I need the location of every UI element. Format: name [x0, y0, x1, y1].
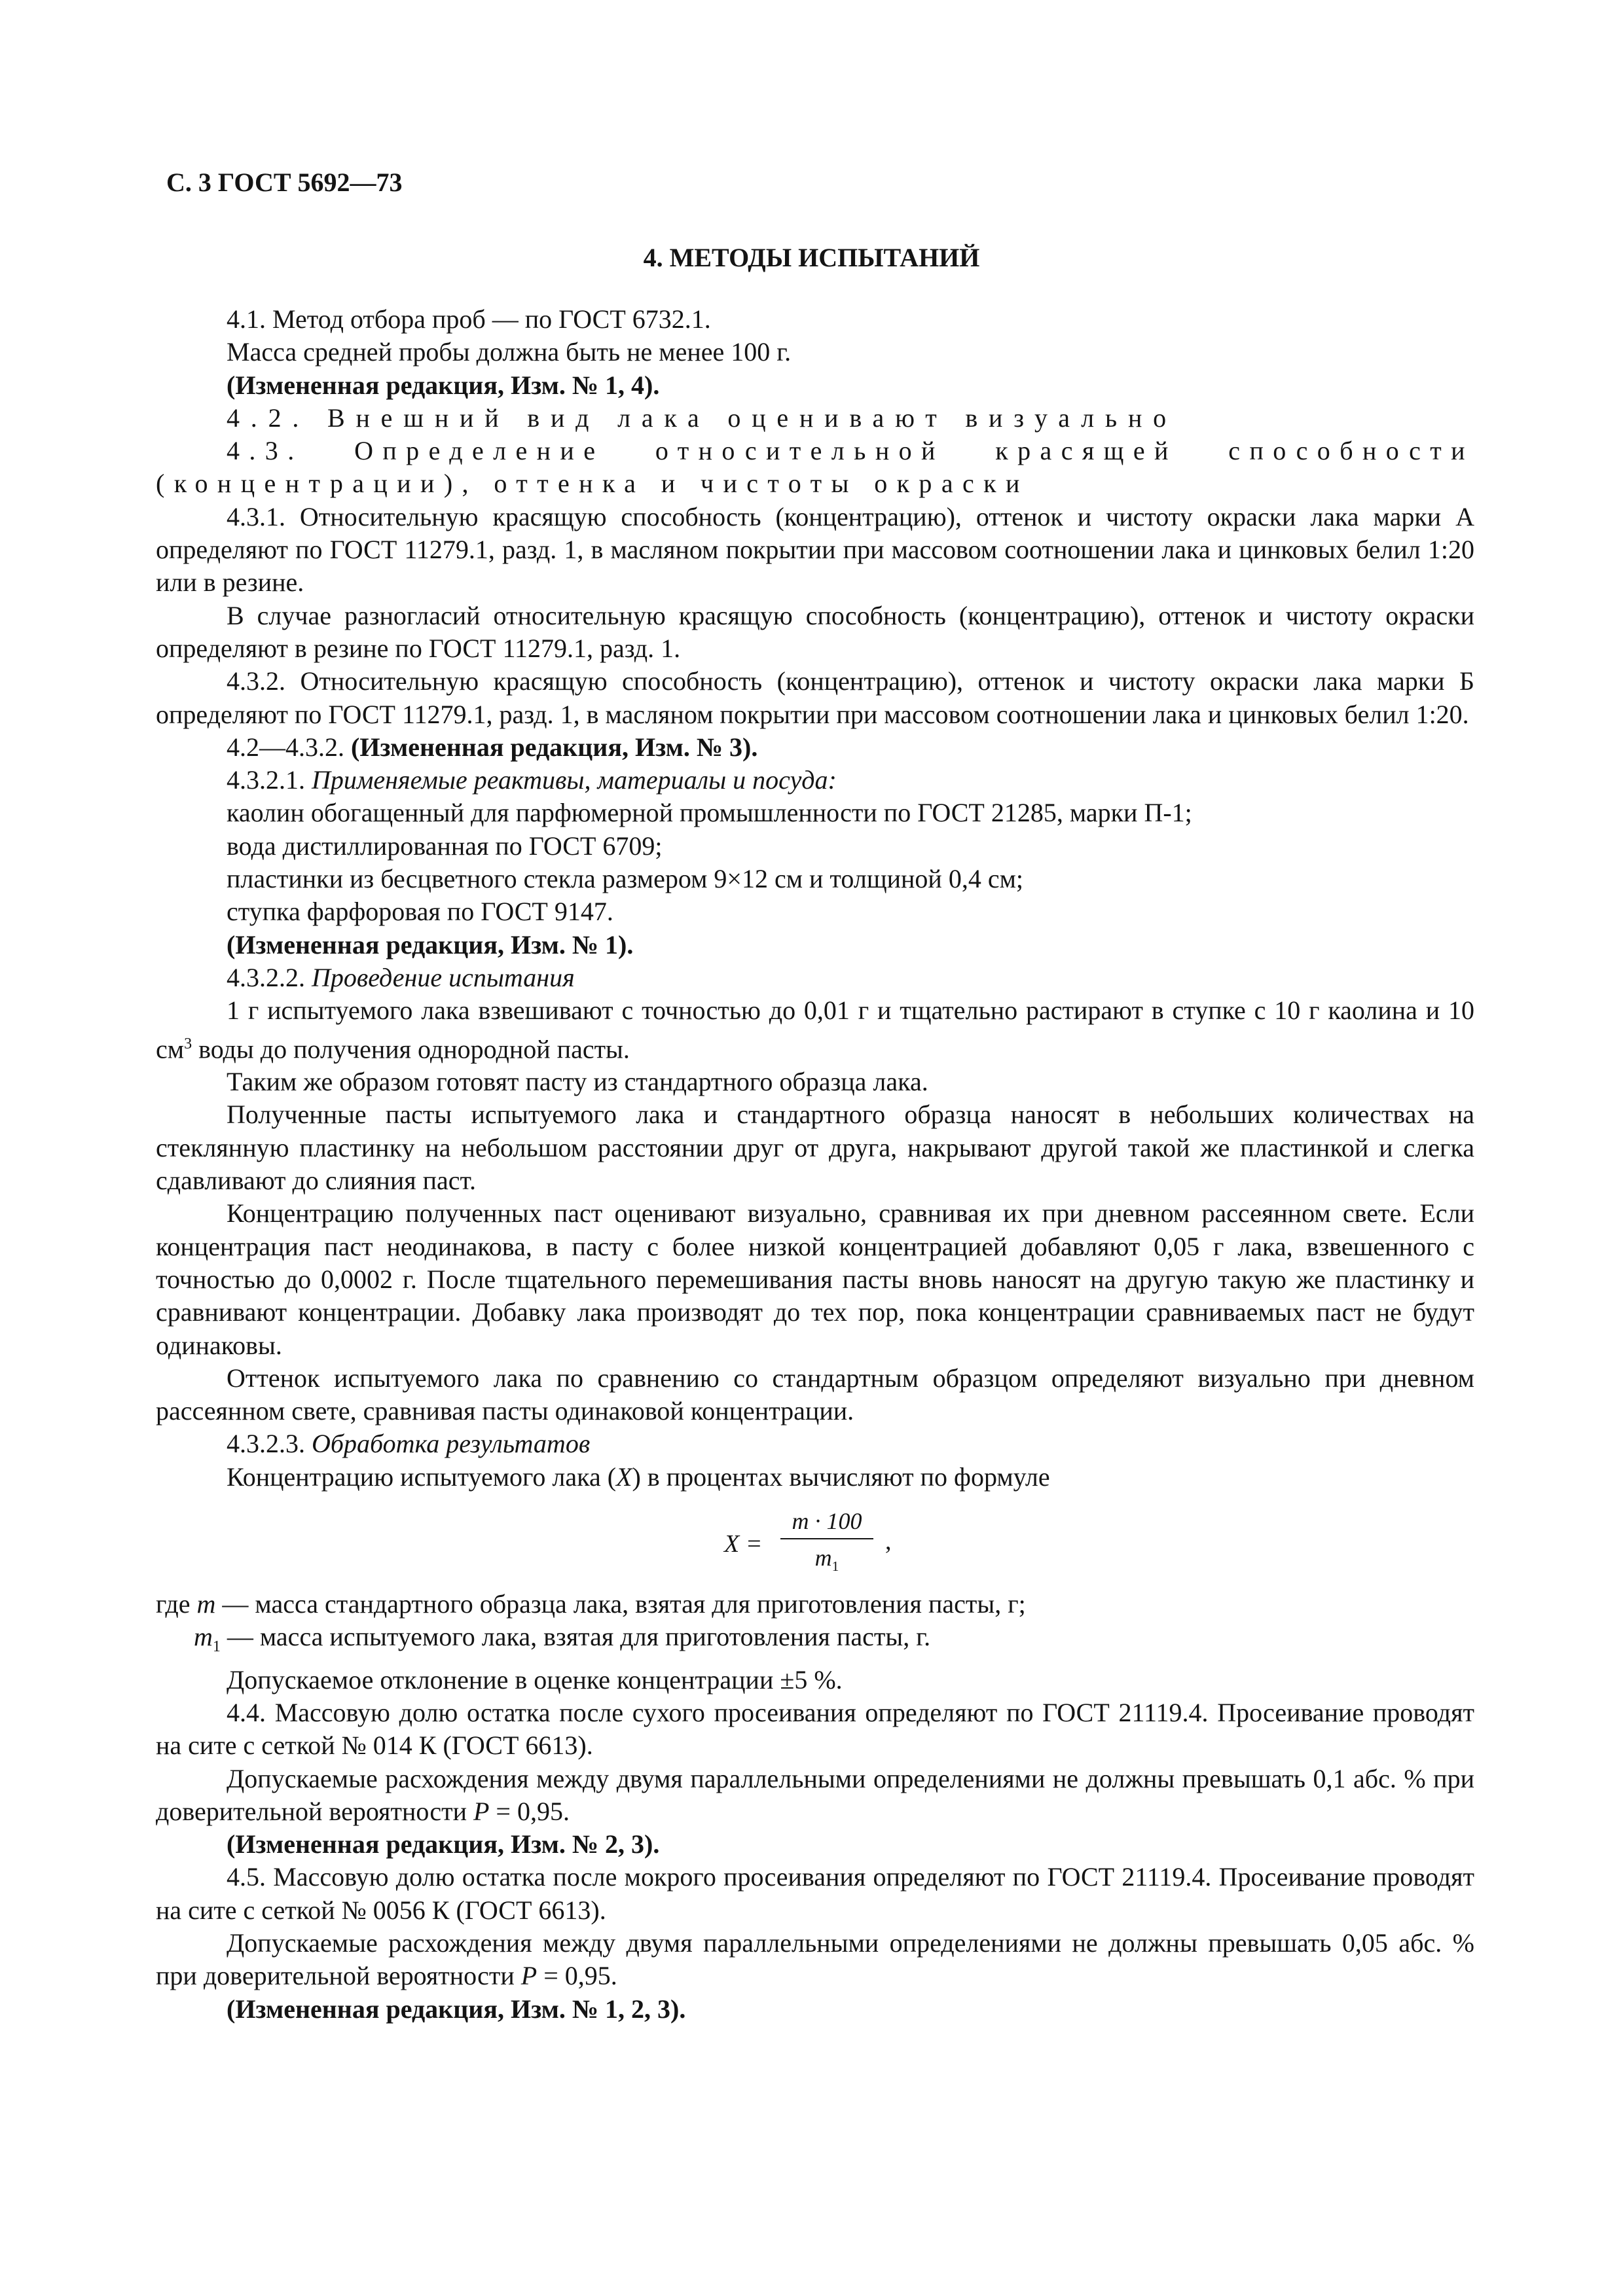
variable: P [473, 1796, 490, 1826]
paragraph-text: воды до получения однородной пасты. [192, 1033, 630, 1064]
variable: m [814, 1545, 832, 1571]
paragraph: Полученные пасты испытуемого лака и стандартного образца наносят в небольших количествах на стеклянную пластинку на небольшом расстоянии друг от друга, накрывают другой такой же пластинкой и слегка сдавливают до слияния паст. [156, 1100, 1474, 1196]
amendment-note: (Измененная редакция, Изм. № 1, 2, 3). [227, 1994, 686, 2024]
paragraph [156, 1927, 1474, 1993]
paragraph [156, 994, 1474, 1066]
variable: m [194, 1622, 213, 1652]
paragraph [156, 1461, 1474, 1494]
variable: X [616, 1462, 632, 1492]
paragraph: 4.1. Метод отбора проб — по ГОСТ 6732.1. [227, 304, 711, 334]
formula-denominator [780, 1542, 873, 1582]
paragraph-text: ) в процентах вычисляют по формуле [632, 1462, 1050, 1492]
clause-number: 4.3.2.2. [227, 962, 305, 992]
amendment-line [156, 731, 1474, 764]
paragraph: Оттенок испытуемого лака по сравнению со стандартным образцом определяют визуально при дневном рассеянном свете, сравнивая пасты одинаковой концентрации. [156, 1363, 1474, 1426]
paragraph-text: где [156, 1589, 197, 1619]
section-heading-spaced: 4.2. Внешний вид лака оценивают визуально [227, 403, 1177, 433]
paragraph: В случае разногласий относительную красящую способность (концентрацию), оттенок и чистоту окраски определяют в резине по ГОСТ 11279.1, разд. 1. [156, 600, 1474, 663]
fraction-bar [780, 1538, 873, 1539]
paragraph: Концентрацию полученных паст оценивают визуально, сравнивая их при дневном рассеянном свете. Если концентрация паст неодинакова, в пасту с более низкой концентрацией добавляют 0,05 г лака, взвешенного с точностью до 0,0002 г. После тщательного перемешивания пасты вновь наносят на другую такую же пластинку и сравнивают концентрации. Добавку лака производят до тех пор, пока концентрации сравниваемых паст не будут одинаковы. [156, 1198, 1474, 1360]
subsection-heading [156, 764, 1474, 797]
subsection-title: Проведение испытания [312, 962, 575, 992]
definition-line [156, 1588, 1474, 1621]
subscript: 1 [831, 1558, 839, 1575]
list-item: каолин обогащенный для парфюмерной промышленности по ГОСТ 21285, марки П-1; [227, 798, 1192, 828]
paragraph-text: Допускаемые расхождения между двумя параллельными определениями не должны превышать 0,1 абс. % при доверительной вероятности [156, 1763, 1474, 1826]
paragraph: Масса средней пробы должна быть не менее 100 г. [227, 337, 792, 367]
paragraph-text: = 0,95. [489, 1796, 570, 1826]
paragraph: Таким же образом готовят пасту из стандартного образца лака. [227, 1067, 928, 1097]
paragraph-text: Концентрацию испытуемого лака ( [227, 1462, 617, 1492]
amendment-note: (Измененная редакция, Изм. № 2, 3). [227, 1829, 660, 1859]
amendment-note: (Измененная редакция, Изм. № 1, 4). [227, 370, 660, 400]
subscript: 1 [212, 1638, 221, 1656]
paragraph-text: — масса стандартного образца лака, взятая для приготовления пасты, г; [215, 1589, 1026, 1619]
document-body [156, 303, 1474, 2026]
list-item: ступка фарфоровая по ГОСТ 9147. [227, 897, 613, 927]
variable: P [520, 1961, 538, 1991]
formula-comma: , [885, 1528, 892, 1556]
paragraph: 4.3.1. Относительную красящую способность (концентрацию), оттенок и чистоту окраски лака марки А определяют по ГОСТ 11279.1, разд. 1, в масляном покрытии при массовом соотношении лака и цинковых белил 1:20 или в резине. [156, 501, 1474, 598]
clause-number: 4.3.2.3. [227, 1429, 305, 1459]
paragraph-text: = 0,95. [537, 1961, 617, 1991]
paragraph-text: — масса испытуемого лака, взятая для приготовления пасты, г. [220, 1622, 931, 1652]
amendment-note: (Измененная редакция, Изм. № 3). [351, 732, 758, 762]
paragraph: 4.5. Массовую долю остатка после мокрого просеивания определяют по ГОСТ 21119.4. Просеивание проводят на сите с сеткой № 0056 К (ГОСТ 6613). [156, 1862, 1474, 1925]
definition-line [194, 1621, 1474, 1663]
list-item: вода дистиллированная по ГОСТ 6709; [227, 831, 663, 861]
list-item: пластинки из бесцветного стекла размером 9×12 см и толщиной 0,4 см; [227, 864, 1024, 894]
page-header: С. 3 ГОСТ 5692—73 [166, 168, 403, 197]
clause-number: 4.2—4.3.2. [227, 732, 344, 762]
subsection-title: Применяемые реактивы, материалы и посуда: [312, 765, 837, 795]
subsection-heading [156, 961, 1474, 994]
paragraph [156, 1763, 1474, 1829]
subsection-title: Обработка результатов [312, 1429, 591, 1459]
variable: m [196, 1589, 216, 1619]
section-heading-spaced: 4.3. Определение относительной красящей способности (концентрации), оттенка и чистоты окраски [156, 436, 1474, 499]
formula-fraction [780, 1505, 873, 1582]
paragraph-text: 1 г испытуемого лака взвешивают с точностью до 0,01 г и тщательно растирают в ступке с 10 г каолина и 10 см [156, 996, 1474, 1064]
clause-number: 4.3.2.1. [227, 765, 305, 795]
section-title: 4. МЕТОДЫ ИСПЫТАНИЙ [643, 243, 980, 272]
formula-lhs: X = [724, 1530, 763, 1558]
subsection-heading [156, 1427, 1474, 1460]
formula-numerator: m · 100 [792, 1508, 862, 1535]
amendment-note: (Измененная редакция, Изм. № 1). [227, 929, 634, 960]
paragraph: Допускаемое отклонение в оценке концентрации ±5 %. [227, 1664, 843, 1695]
paragraph-text: Допускаемые расхождения между двумя параллельными определениями не должны превышать 0,05 абс. % при доверительной вероятности [156, 1928, 1474, 1991]
superscript: 3 [184, 1035, 192, 1052]
paragraph: 4.4. Массовую долю остатка после сухого просеивания определяют по ГОСТ 21119.4. Просеивание проводят на сите с сеткой № 014 К (ГОСТ 6613). [156, 1697, 1474, 1761]
formula-row [156, 1494, 1474, 1588]
paragraph: 4.3.2. Относительную красящую способность (концентрацию), оттенок и чистоту окраски лака марки Б определяют по ГОСТ 11279.1, разд. 1, в масляном покрытии при массовом соотношении лака и цинковых белил 1:20. [156, 666, 1474, 729]
